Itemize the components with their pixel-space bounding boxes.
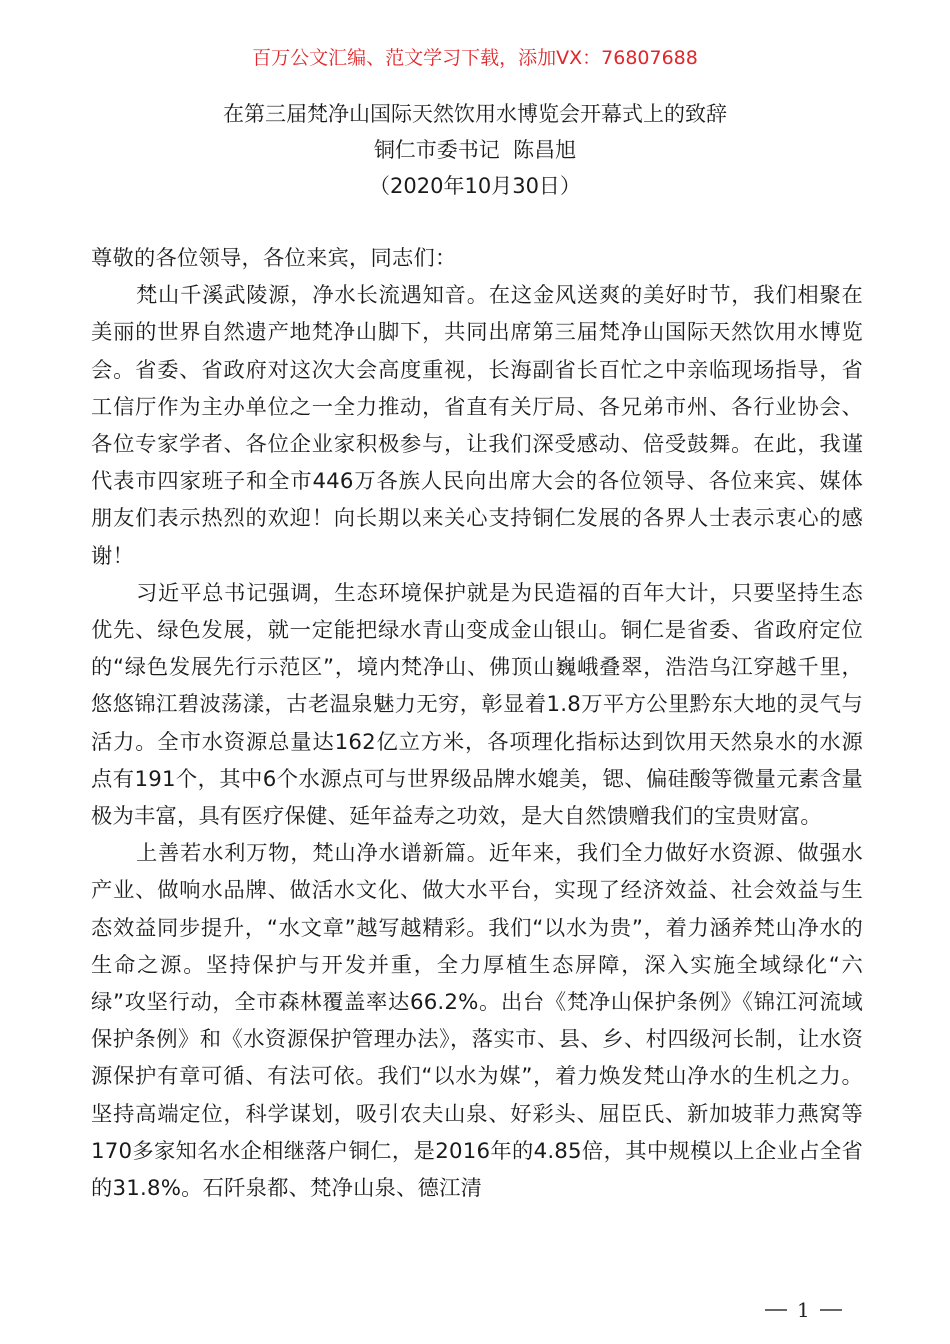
page-number-value: 1 <box>797 1298 810 1322</box>
watermark-banner: 百万公文汇编、范文学习下载，添加VX：76807688 <box>252 47 698 69</box>
dash-right-decoration <box>820 1309 842 1311</box>
paragraph: 上善若水利万物，梵山净水谱新篇。近年来，我们全力做好水资源、做强水产业、做响水品牌、做活水文化、做大水平台，实现了经济效益、社会效益与生态效益同步提升，“水文章”越写越精彩。我们“以水为贵”，着力涵养梵山净水的生命之源。坚持保护与开发并重，全力厚植生态屏障，深入实施全域绿化“六绿”攻坚行动，全市森林覆盖率达66.2%。出台《梵净山保护条例》《锦江河流域保护条例》和《水资源保护管理办法》，落实市、县、乡、村四级河长制，让水资源保护有章可循、有法可依。我们“以水为媒”，着力焕发梵山净水的生机之力。坚持高端定位，科学谋划，吸引农夫山泉、好彩头、屈臣氏、新加坡菲力燕窝等170多家知名水企相继落户铜仁，是2016年的4.85倍，其中规模以上企业占全省的31.8%。石阡泉都、梵净山泉、德江清 <box>91 841 863 1202</box>
date-line: （2020年10月30日） <box>369 174 581 198</box>
page-number <box>765 1298 842 1322</box>
document-header <box>0 96 950 204</box>
document-body <box>91 240 863 1207</box>
paragraph: 习近平总书记强调，生态环境保护就是为民造福的百年大计，只要坚持生态优先、绿色发展，就一定能把绿水青山变成金山银山。铜仁是省委、省政府定位的“绿色发展先行示范区”，境内梵净山、佛顶山巍峨叠翠，浩浩乌江穿越千里，悠悠锦江碧波荡漾，古老温泉魅力无穷，彰显着1.8万平方公里黔东大地的灵气与活力。全市水资源总量达162亿立方米，各项理化指标达到饮用天然泉水的水源点有191个，其中6个水源点可与世界级品牌水媲美，锶、偏硅酸等微量元素含量极为丰富，具有医疗保健、延年益寿之功效，是大自然馈赠我们的宝贵财富。 <box>91 580 863 830</box>
salutation: 尊敬的各位领导，各位来宾，同志们： <box>91 246 457 271</box>
document-title: 在第三届梵净山国际天然饮用水博览会开幕式上的致辞 <box>223 102 727 126</box>
paragraph: 梵山千溪武陵源，净水长流遇知音。在这金风送爽的美好时节，我们相聚在美丽的世界自然遗产地梵净山脚下，共同出席第三届梵净山国际天然饮用水博览会。省委、省政府对这次大会高度重视，长海副省长百忙之中亲临现场指导，省工信厅作为主办单位之一全力推动，省直有关厅局、各兄弟市州、各行业协会、各位专家学者、各位企业家积极参与，让我们深受感动、倍受鼓舞。在此，我谨代表市四家班子和全市446万各族人民向出席大会的各位领导、各位来宾、媒体朋友们表示热烈的欢迎！向长期以来关心支持铜仁发展的各界人士表示衷心的感谢！ <box>91 283 863 569</box>
dash-left-decoration <box>765 1309 787 1311</box>
author-line: 铜仁市委书记 陈昌旭 <box>373 138 577 162</box>
